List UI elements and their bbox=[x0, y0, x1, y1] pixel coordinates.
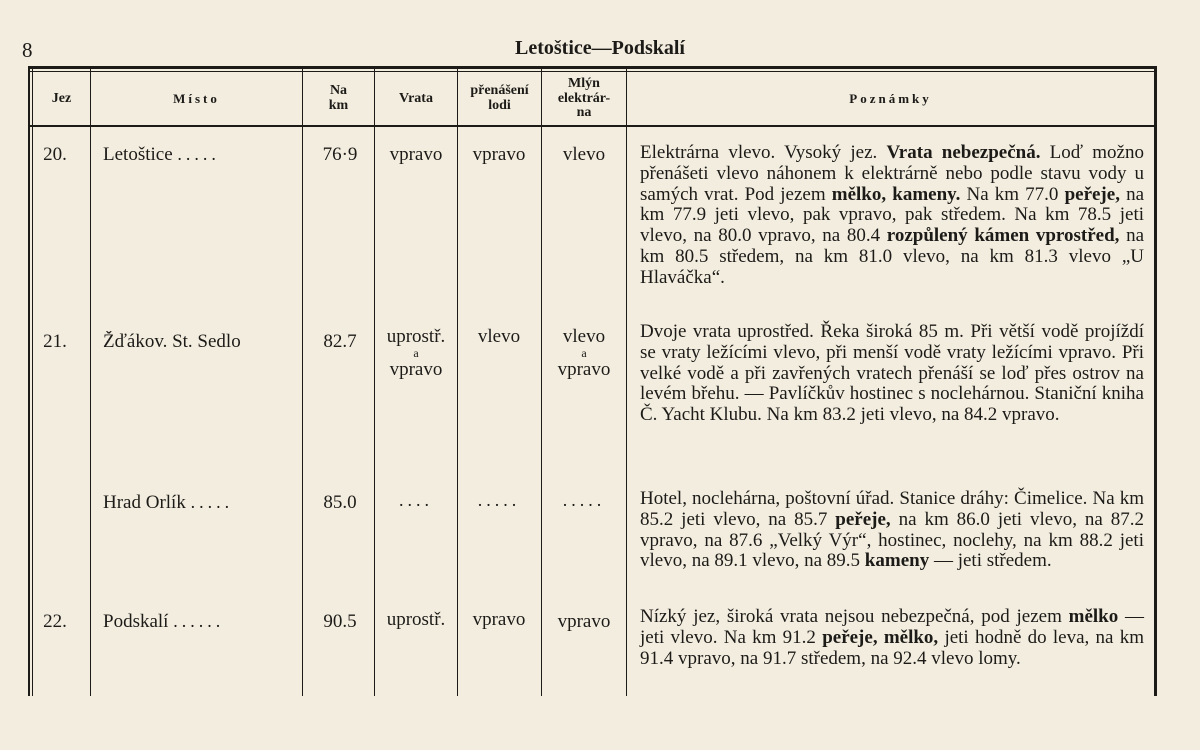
vrata-option-1: uprostř. bbox=[386, 326, 446, 347]
mlyn-value: ..... bbox=[562, 490, 606, 510]
page-title: Letoštice—Podskalí bbox=[515, 37, 685, 59]
note-run: Nízký jez, široká vrata nejsou nebezpečná, pod jezem bbox=[640, 606, 1069, 627]
leader-dots: ..... bbox=[190, 492, 234, 512]
note-run: Na km 77.0 bbox=[960, 183, 1065, 205]
note-run: Dvoje vrata uprostřed. Řeka široká 85 m. Při větší vodě projíždí se vraty ležícími vlevo, při menší vodě vraty ležícími vpravo. Při velké vodě a při zavřených vratech přenáší se loď přes ostrov na levém břehu. — Pavlíčkův hostinec s noclehárnou. Staniční kniha Č. Yacht Klubu. Na km 83.2 jeti vlevo, na 84.2 vpravo. bbox=[640, 321, 1144, 426]
note-run: Hotel, noclehárna, poštovní úřad. Stanice dráhy: Čimelice. Na km 85.2 jeti vlevo, na 85.7 bbox=[640, 488, 1144, 530]
prenaseni-value: vlevo bbox=[477, 326, 521, 347]
mlyn-value: vlevo bbox=[562, 144, 606, 165]
prenaseni-value: vpravo bbox=[472, 144, 526, 165]
header-misto-label: Místo bbox=[173, 91, 220, 107]
header-prenaseni-line1: přenášení bbox=[470, 83, 529, 99]
place-label: Letoštice bbox=[103, 144, 173, 165]
place-name bbox=[103, 492, 295, 513]
prenaseni-value: ..... bbox=[477, 490, 521, 510]
vrata-value: vpravo bbox=[389, 144, 443, 165]
header-jez-label: Jez bbox=[51, 90, 72, 106]
header-misto bbox=[91, 74, 302, 124]
header-bottom-border bbox=[28, 125, 1156, 127]
place-label: Hrad Orlík bbox=[103, 492, 186, 513]
page-number: 8 bbox=[22, 38, 33, 62]
mlyn-option-1: vlevo bbox=[562, 326, 606, 347]
table-top-border bbox=[28, 66, 1156, 69]
leader-dots: ...... bbox=[173, 611, 225, 631]
header-mlyn-line2: elektrár- bbox=[557, 90, 611, 106]
emphasis-text: mělko bbox=[1068, 606, 1119, 627]
mlyn-value: vpravo bbox=[557, 611, 611, 632]
vrata-option-2: vpravo bbox=[389, 359, 443, 380]
emphasis-text: peřeje, bbox=[835, 508, 891, 530]
jez-number: 22. bbox=[43, 611, 67, 632]
place-name: Žďákov. St. Sedlo bbox=[103, 331, 241, 352]
note-run: — jeti vlevo. Na km 91.2 bbox=[640, 606, 1145, 648]
table-top-border-inner bbox=[28, 71, 1156, 72]
notes-text bbox=[640, 607, 1144, 669]
emphasis-text: rozpůlený kámen vprostřed, bbox=[886, 225, 1120, 247]
column-divider bbox=[90, 69, 91, 696]
header-vrata bbox=[375, 74, 457, 124]
notes-text bbox=[640, 489, 1144, 572]
km-value: 82.7 bbox=[323, 331, 357, 352]
header-vrata-label: Vrata bbox=[399, 90, 433, 106]
header-poznamky bbox=[627, 74, 1154, 124]
jez-number: 20. bbox=[43, 144, 67, 165]
km-value: 85.0 bbox=[323, 492, 357, 513]
note-run: na km 77.9 jeti vlevo, pak vpravo, pak středem. Na km 78.5 jeti vlevo, na 80.0 vpravo, na 80.4 bbox=[640, 183, 1145, 247]
column-divider bbox=[626, 69, 627, 696]
note-run: Elektrárna vlevo. Vysoký jez. bbox=[640, 142, 887, 163]
header-mlyn-line1: Mlýn bbox=[568, 75, 600, 91]
note-run: jeti hodně do leva, na km 91.4 vpravo, na 91.7 středem, na 92.4 vlevo lomy. bbox=[640, 626, 1145, 669]
header-mlyn bbox=[542, 74, 626, 124]
vrata-value: .... bbox=[399, 490, 433, 510]
km-value: 76·9 bbox=[322, 144, 358, 165]
emphasis-text: Vrata nebezpečná. bbox=[886, 142, 1041, 163]
vrata-value: uprostř. bbox=[386, 609, 446, 630]
place-name bbox=[103, 144, 295, 165]
mlyn-option-2: vpravo bbox=[557, 359, 611, 380]
conjunction: a bbox=[581, 346, 587, 360]
jez-number: 21. bbox=[43, 331, 67, 352]
place-name bbox=[103, 611, 295, 632]
note-run: — jeti středem. bbox=[929, 550, 1052, 572]
notes-text bbox=[640, 143, 1144, 289]
header-km-line2: km bbox=[328, 98, 349, 113]
mlyn-value bbox=[542, 326, 626, 380]
table-left-border bbox=[28, 66, 30, 696]
header-poznamky-label: Poznámky bbox=[849, 91, 932, 107]
header-prenaseni bbox=[458, 74, 541, 124]
header-jez bbox=[33, 74, 90, 124]
vrata-value bbox=[375, 326, 457, 380]
table-left-border-inner bbox=[32, 66, 33, 696]
column-divider bbox=[302, 69, 303, 696]
emphasis-text: mělko, kameny. bbox=[831, 183, 961, 205]
emphasis-text: peřeje, bbox=[1064, 183, 1120, 205]
table-right-border bbox=[1154, 66, 1157, 696]
notes-text bbox=[640, 322, 1144, 426]
header-km-line1: Na bbox=[329, 83, 348, 99]
header-km bbox=[303, 74, 374, 124]
leader-dots: ..... bbox=[177, 144, 220, 164]
prenaseni-value: vpravo bbox=[472, 609, 526, 630]
note-run: Loď možno přenášeti vlevo náhonem k elektrárně nebo podle stavu vody u samých vrat. Pod jezem bbox=[640, 142, 1144, 205]
header-mlyn-line3: na bbox=[576, 105, 592, 121]
note-run: na km 86.0 jeti vlevo, na 87.2 vpravo, na 87.6 „Velký Výr“, hostinec, noclehy, na km 88.2 jeti vlevo, na 89.1 vlevo, na 89.5 bbox=[640, 508, 1144, 572]
header-prenaseni-line2: lodi bbox=[488, 98, 511, 113]
emphasis-text: peřeje, mělko, bbox=[822, 626, 939, 648]
note-run: na km 80.5 středem, na km 81.0 vlevo, na km 81.3 vlevo „U Hlaváčka“. bbox=[640, 225, 1145, 288]
conjunction: a bbox=[413, 346, 419, 360]
place-label: Podskalí bbox=[103, 611, 169, 632]
emphasis-text: kameny bbox=[864, 550, 930, 572]
km-value: 90.5 bbox=[323, 611, 357, 632]
